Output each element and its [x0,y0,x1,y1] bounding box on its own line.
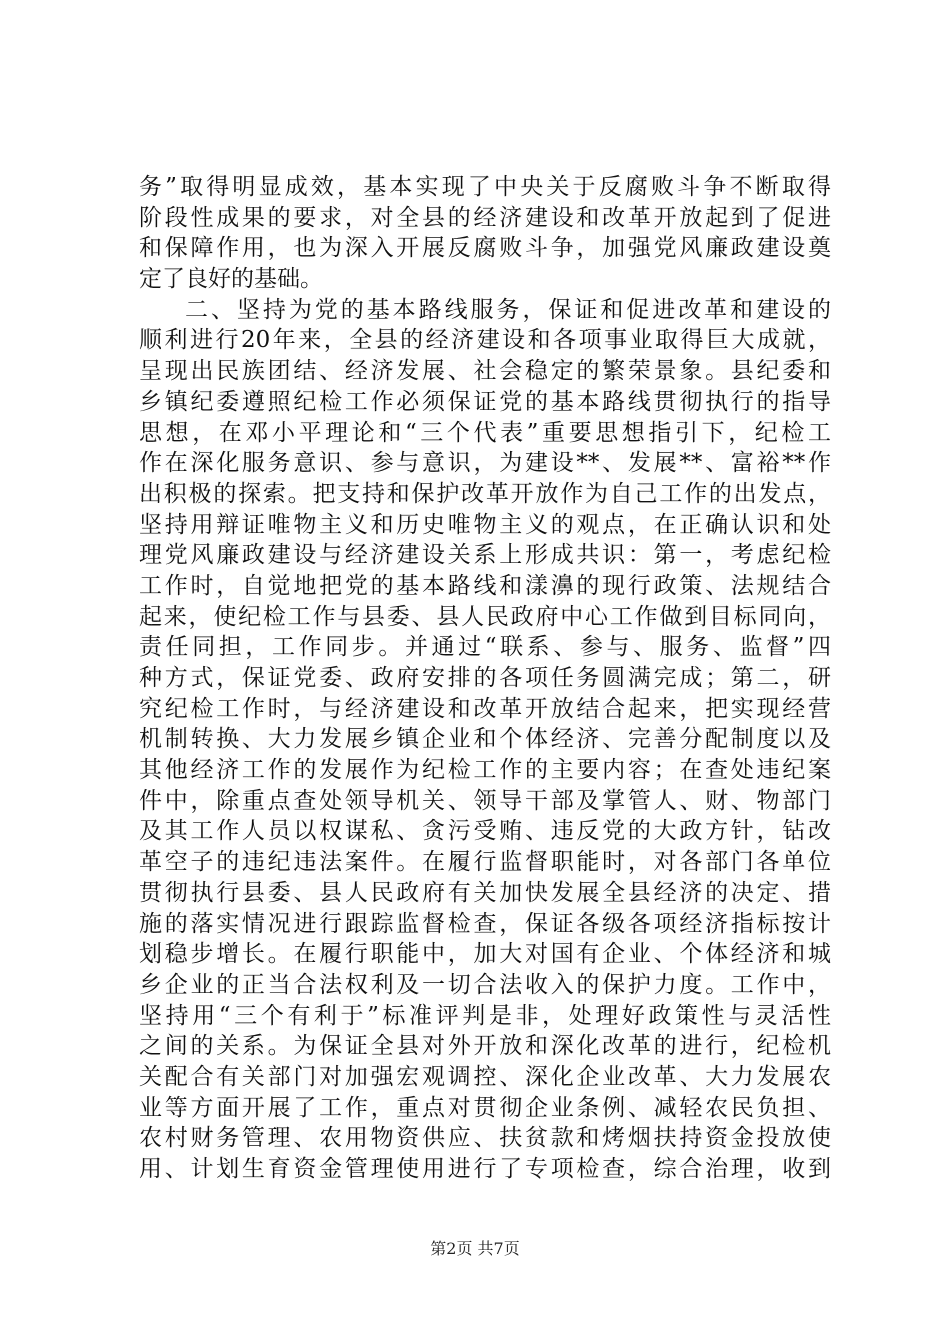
text-line: 机制转换、大力发展乡镇企业和个体经济、完善分配制度以及 [139,726,831,753]
paragraph [139,295,831,1185]
text-line: 施的落实情况进行跟踪监督检查，保证各级各项经济指标按计 [139,910,831,937]
text-line: 顺利进行20年来，全县的经济建设和各项事业取得巨大成就， [139,327,831,354]
text-line: 革空子的违纪违法案件。在履行监督职能时，对各部门各单位 [139,849,831,876]
page-number-label: 第2页 共7页 [430,1239,520,1258]
page-footer [0,1239,950,1259]
text-line: 坚持用辩证唯物主义和历史唯物主义的观点，在正确认识和处 [139,511,831,538]
text-line: 其他经济工作的发展作为纪检工作的主要内容；在查处违纪案 [139,757,831,784]
text-line: 贯彻执行县委、县人民政府有关加快发展全县经济的决定、措 [139,879,831,906]
text-line: 及其工作人员以权谋私、贪污受贿、违反党的大政方针，钻改 [139,818,831,845]
text-line: 阶段性成果的要求，对全县的经济建设和改革开放起到了促进 [139,204,831,231]
text-line: 责任同担，工作同步。并通过“联系、参与、服务、监督”四 [139,634,831,661]
text-line: 关配合有关部门对加强宏观调控、深化企业改革、大力发展农 [139,1063,831,1090]
text-line: 二、坚持为党的基本路线服务，保证和促进改革和建设的 [185,296,831,323]
text-line: 理党风廉政建设与经济建设关系上形成共识：第一，考虑纪检 [139,542,831,569]
text-line: 思想，在邓小平理论和“三个代表”重要思想指引下，纪检工 [139,419,831,446]
text-line: 究纪检工作时，与经济建设和改革开放结合起来，把实现经营 [139,695,831,722]
text-line: 农村财务管理、农用物资供应、扶贫款和烤烟扶持资金投放使 [139,1125,831,1152]
text-line: 种方式，保证党委、政府安排的各项任务圆满完成；第二，研 [139,665,831,691]
text-line: 务”取得明显成效，基本实现了中央关于反腐败斗争不断取得 [139,174,831,200]
text-line: 乡企业的正当合法权利及一切合法收入的保护力度。工作中， [139,971,831,998]
text-line: 呈现出民族团结、经济发展、社会稳定的繁荣景象。县纪委和 [139,358,831,385]
text-line: 乡镇纪委遵照纪检工作必须保证党的基本路线贯彻执行的指导 [139,388,831,415]
text-line: 划稳步增长。在履行职能中，加大对国有企业、个体经济和城 [139,941,831,968]
text-line: 之间的关系。为保证全县对外开放和深化改革的进行，纪检机 [139,1033,831,1060]
text-line: 作在深化服务意识、参与意识，为建设**、发展**、富裕**作 [139,450,831,477]
text-line: 业等方面开展了工作，重点对贯彻企业条例、减轻农民负担、 [139,1094,831,1121]
text-line: 定了良好的基础。 [139,266,323,293]
text-line: 出积极的探索。把支持和保护改革开放作为自己工作的出发点， [139,480,831,507]
text-line: 起来，使纪检工作与县委、县人民政府中心工作做到目标同向， [139,603,831,630]
paragraph [139,172,831,295]
document-body [139,172,831,1185]
text-line: 工作时，自觉地把党的基本路线和漾濞的现行政策、法规结合 [139,572,831,599]
text-line: 用、计划生育资金管理使用进行了专项检查，综合治理，收到 [139,1156,831,1182]
text-line: 和保障作用，也为深入开展反腐败斗争，加强党风廉政建设奠 [139,235,831,262]
text-line: 坚持用“三个有利于”标准评判是非，处理好政策性与灵活性 [139,1002,831,1029]
text-line: 件中，除重点查处领导机关、领导干部及掌管人、财、物部门 [139,787,831,814]
